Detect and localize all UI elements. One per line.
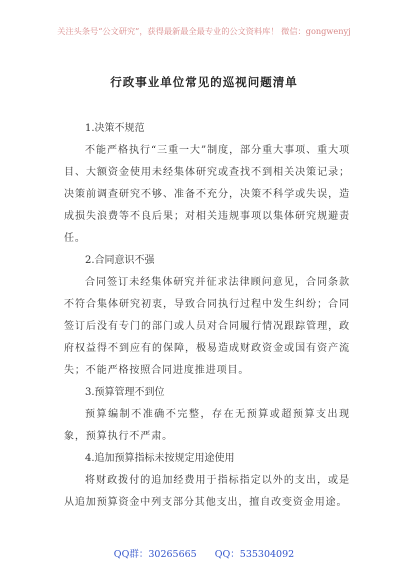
section-heading: 3.预算管理不到位 (85, 387, 165, 398)
section-body: 将财政拨付的追加经费用于指标指定以外的支出，或是从追加预算资金中列支部分其他支出，擅自改变资金用途。 (64, 475, 350, 508)
section-heading: 2.合同意识不强 (85, 255, 155, 266)
footer-contact (0, 546, 408, 560)
section-1 (64, 118, 350, 250)
footer-qq-number: QQ：535304092 (214, 549, 295, 560)
section-body: 不能严格执行“三重一大”制度，部分重大事项、重大项目、大额资金使用未经集体研究或查找不到相关决策记录；决策前调查研究不够、准备不充分，决策不科学或失误，造成损失浪费等不良后果；对相关违规事项以集体研究规避责任。 (64, 145, 350, 244)
document-content (64, 118, 350, 514)
header-banner: 关注头条号“公文研究”，获得最新最全最专业的公文资料库！ 微信：gongwenyj (57, 26, 351, 36)
section-3 (64, 382, 350, 448)
section-body: 合同签订未经集体研究并征求法律顾问意见，合同条款不符合集体研究初衷，导致合同执行过程中发生纠纷；合同签订后没有专门的部门或人员对合同履行情况跟踪管理，政府权益得不到应有的保障，极易造成财政资金或国有资产流失；不能严格按照合同进度推进项目。 (64, 277, 350, 376)
section-body: 预算编制不准确不完整，存在无预算或超预算支出现象，预算执行不严肃。 (64, 409, 350, 442)
section-heading: 4.追加预算指标未按规定用途使用 (85, 453, 235, 464)
section-heading: 1.决策不规范 (85, 123, 145, 134)
section-2 (64, 250, 350, 382)
document-title: 行政事业单位常见的巡视问题清单 (110, 75, 298, 89)
section-4 (64, 448, 350, 514)
footer-qq-group: QQ群：30265665 (113, 549, 197, 560)
